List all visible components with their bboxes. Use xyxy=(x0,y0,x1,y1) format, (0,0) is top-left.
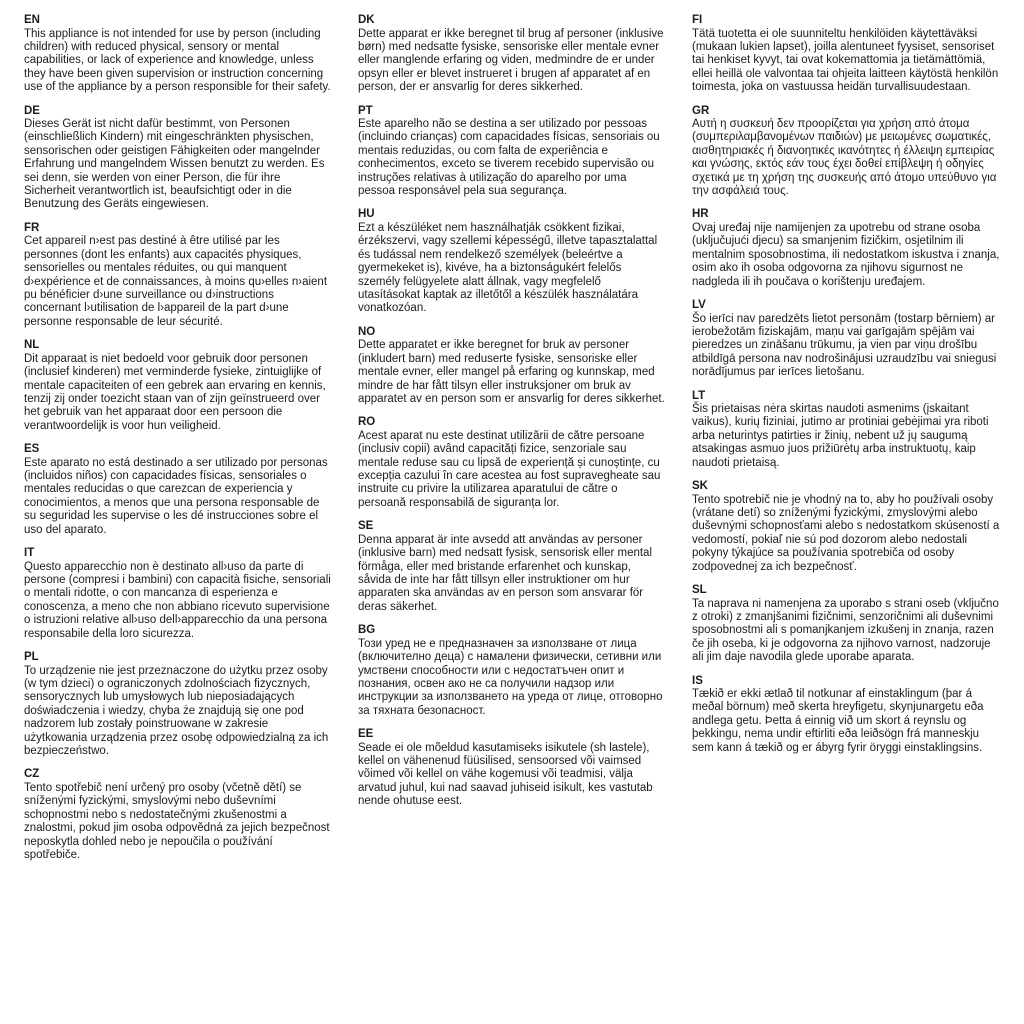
language-section-fr xyxy=(24,222,332,329)
language-text: Tækið er ekki ætlað til notkunar af einstaklingum (þar á meðal börnum) með skerta hreyfigetu, skynjunargetu eða andlega getu. Þetta á einnig við um skort á reynslu og þekkingu, nema undir eftirliti eða leiðsögn frá manneskju sem kann á tækið og er ábyrg fyrir öryggi einstaklingsins. xyxy=(692,688,984,754)
language-text: Este aparelho não se destina a ser utilizado por pessoas (incluindo crianças) com capacidades físicas, sensoriais ou mentais reduzidas, ou com falta de experiência e conhecimentos, exceto se tiverem recebido supervisão ou instruções relativas à utilização do aparelho por uma pessoa responsável pela sua segurança. xyxy=(358,118,660,198)
language-text: Dette apparat er ikke beregnet til brug af personer (inklusive børn) med nedsatte fysiske, sensoriske eller mentale evner eller manglende erfaring og viden, medmindre de er under opsyn eller er blevet instrueret i brugen af apparatet af en person, der er ansvarlig for deres sikkerhed. xyxy=(358,27,664,94)
language-section-ro xyxy=(358,416,666,510)
language-text: To urządzenie nie jest przeznaczone do użytku przez osoby (w tym dzieci) o ograniczonych zdolnościach fizycznych, sensorycznych lub umysłowych lub nieposiadających doświadczenia i wiedzy, chyba że znajdują się one pod nadzorem lub zostały poinstruowane w zakresie użytkowania urządzenia przez osobę odpowiedzialną za ich bezpieczeństwo. xyxy=(24,664,329,757)
language-code: DK xyxy=(358,14,375,26)
language-text: Cet appareil n›est pas destiné à être utilisé par les personnes (dont les enfants) aux capacités physiques, sensorielles ou mentales réduites, ou qui manquent d›expérience et de connaissances, à moins qu›elles n›aient pu bénéficier d›une surveillance ou d›instructions concernant l›utilisation de l›appareil de la part d›une personne responsable de leur sécurité. xyxy=(24,235,328,328)
language-text: Šis prietaisas nėra skirtas naudoti asmenims (įskaitant vaikus), kurių fiziniai, jutimo ar protiniai gebėjimai yra riboti arba neturintys patirties ir žinių, nebent už jų saugumą atsakingas asmuo juos prižiūrėtų arba instruktuotų, kaip naudoti prietaisą. xyxy=(692,403,989,469)
language-code: CZ xyxy=(24,768,40,781)
language-text: Šo ierīci nav paredzēts lietot personām (tostarp bērniem) ar ierobežotām fiziskajām, maņu vai garīgajām spējām vai pieredzes un zināšanu trūkumu, ja vien par viņu drošību atbildīgā persona nav nodrošinājusi uzraudzību vai sniegusi norādījumus par ierīces lietošanu. xyxy=(692,312,997,379)
language-section-hr xyxy=(692,208,1000,289)
language-text: This appliance is not intended for use by person (including children) with reduced physical, sensory or mental capabilities, or lack of experience and knowledge, unless they have been given supervision or instruction concerning use of the appliance by a person responsible for their safety. xyxy=(24,27,331,94)
language-code: EE xyxy=(358,728,374,741)
language-code: BG xyxy=(358,624,376,637)
language-section-gr xyxy=(692,105,1000,199)
language-text: Tätä tuotetta ei ole suunniteltu henkilöiden käytettäväksi (mukaan lukien lapset), joilla alentuneet fyysiset, sensoriset tai henkiset kyvyt, tai ovat kokemattomia ja tietämättömiä, ellei heillä ole valvontaa tai ohjeita laitteen käytöstä henkilön toimesta, joka on vastuussa heidän turvallisuudestaan. xyxy=(692,27,999,94)
language-code: ES xyxy=(24,443,40,456)
language-code: LV xyxy=(692,299,706,311)
language-section-nl xyxy=(24,339,332,433)
language-code: FI xyxy=(692,14,703,26)
language-section-pt xyxy=(358,105,666,199)
language-text: Αυτή η συσκευή δεν προορίζεται για χρήση από άτομα (συμπεριλαμβανομένων παιδιών) με μειωμένες σωματικές, αισθητηριακές ή διανοητικές ικανότητες ή έλλειψη εμπειρίας και γνώσης, εκτός εάν τους έχει δοθεί επίβλεψη ή οδηγίες σχετικά με τη χρήση της συσκευής από άτομο υπεύθυνο για την ασφάλειά τους. xyxy=(692,118,997,198)
language-section-fi xyxy=(692,14,1000,95)
language-text: Този уред не е предназначен за използване от лица (включително деца) с намалени физически, сетивни или умствени способности или с недостатъчен опит и познания, освен ако не са получили надзор или инструкции за използването на уреда от лице, отговорно за тяхната безопасност. xyxy=(358,637,663,717)
language-section-dk xyxy=(358,14,666,95)
language-text: Acest aparat nu este destinat utilizării de către persoane (inclusiv copii) având capacități fizice, senzoriale sau mentale reduse sau cu lipsă de experiență și cunoștințe, cu excepția cazului în care acestea au fost supravegheate sau instruite cu privire la utilizarea aparatului de către o persoană responsabilă de siguranța lor. xyxy=(358,429,661,509)
language-section-bg xyxy=(358,624,666,718)
language-text: Ezt a készüléket nem használhatják csökkent fizikai, érzékszervi, vagy szellemi képességű, illetve tapasztalattal és tudással nem rendelkező személyek (beleértve a gyermekeket is), kivéve, ha a biztonságukért felelős személy felügyelete alatt állnak, vagy megfelelő utasításokat kaptak az illetőtől a készülék használatára vonatkozóan. xyxy=(358,221,658,315)
language-section-pl xyxy=(24,651,332,758)
language-code: NO xyxy=(358,325,376,338)
language-section-en xyxy=(24,14,332,95)
language-section-ee xyxy=(358,728,666,809)
language-section-se xyxy=(358,520,666,614)
language-text: Denna apparat är inte avsedd att användas av personer (inklusive barn) med nedsatt fysisk, sensorisk eller mental förmåga, eller med bristande erfarenhet och kunskap, såvida de inte har fått tillsyn eller instruktioner om hur apparaten ska användas av en person som ansvarar för deras säkerhet. xyxy=(358,533,653,613)
language-text: Dette apparatet er ikke beregnet for bruk av personer (inkludert barn) med reduserte fysiske, sensoriske eller mentale evner, eller mangel på erfaring og kunnskap, med mindre de har fått tilsyn eller instruksjoner om bruk av apparatet av en person som er ansvarlig for deres sikkerhet. xyxy=(358,339,665,405)
language-section-lt xyxy=(692,390,1000,471)
language-code: IS xyxy=(692,674,703,687)
language-code: PL xyxy=(24,651,39,664)
language-code: IT xyxy=(24,547,35,560)
language-code: SE xyxy=(358,520,374,533)
language-code: GR xyxy=(692,104,710,117)
language-section-de xyxy=(24,105,332,212)
language-code: EN xyxy=(24,14,40,26)
language-text: Dit apparaat is niet bedoeld voor gebruik door personen (inclusief kinderen) met verminderde fysieke, zintuiglijke of mentale capaciteiten of een gebrek aan ervaring en kennis, tenzij zij onder toezicht staan van of zijn geïnstrueerd over het gebruik van het apparaat door een persoon die verantwoordelijk is voor hun veiligheid. xyxy=(24,352,326,432)
language-code: HU xyxy=(358,208,375,221)
language-code: DE xyxy=(24,104,40,117)
language-text: Seade ei ole mõeldud kasutamiseks isikutele (sh lastele), kellel on vähenenud füüsilised, sensoorsed või vaimsed võimed või kellel on vähe kogemusi või teadmisi, välja arvatud juhul, kui nad saavad juhiseid isikult, kes vastutab nende ohutuse eest. xyxy=(358,741,653,808)
language-code: PT xyxy=(358,104,373,117)
language-code: FR xyxy=(24,221,40,234)
language-section-it xyxy=(24,547,332,641)
column-2 xyxy=(358,14,666,872)
language-section-no xyxy=(358,326,666,407)
language-code: LT xyxy=(692,389,706,402)
language-code: HR xyxy=(692,208,709,221)
language-code: SK xyxy=(692,480,708,493)
language-text: Ta naprava ni namenjena za uporabo s strani oseb (vključno z otroki) z zmanjšanimi fizičnimi, senzoričnimi ali duševnimi sposobnostmi ali s pomanjkanjem izkušenj in znanja, razen če jih oseba, ki je odgovorna za njihovo varnost, nadzoruje ali jim daje navodila glede uporabe aparata. xyxy=(692,597,999,664)
language-text: Este aparato no está destinado a ser utilizado por personas (incluidos niños) con capacidades físicas, sensoriales o mentales reducidas o que carezcan de experiencia y conocimientos, a menos que una persona responsable de su seguridad les supervise o les dé instrucciones sobre el uso del aparato. xyxy=(24,456,328,536)
language-section-hu xyxy=(358,208,666,315)
column-1 xyxy=(24,14,332,872)
language-code: NL xyxy=(24,339,40,352)
language-section-sl xyxy=(692,584,1000,665)
language-section-is xyxy=(692,675,1000,756)
language-section-es xyxy=(24,443,332,537)
language-code: SL xyxy=(692,584,707,596)
language-section-lv xyxy=(692,299,1000,380)
language-text: Questo apparecchio non è destinato all›uso da parte di persone (compresi i bambini) con capacità fisiche, sensoriali o mentali ridotte, o con mancanza di esperienza e conoscenza, a meno che non abbiano ricevuto supervisione o istruzioni relative all›uso dell›apparecchio da una persona responsabile della loro sicurezza. xyxy=(24,560,331,640)
language-code: RO xyxy=(358,416,376,429)
language-text: Tento spotrebič nie je vhodný na to, aby ho používali osoby (vrátane detí) so zníženými fyzickými, zmyslovými alebo duševnými schopnosťami alebo s nedostatkom skúseností a vedomostí, pokiaľ nie sú pod dozorom alebo nedostali pokyny týkajúce sa používania spotrebiča od osoby zodpovednej za ich bezpečnosť. xyxy=(692,493,1000,573)
language-section-sk xyxy=(692,480,1000,574)
language-text: Tento spotřebič není určený pro osoby (včetně dětí) se sníženými fyzickými, smyslovými nebo duševními schopnostmi nebo s nedostatečnými zkušenostmi a znalostmi, pokud jim osoba odpovědná za jejich bezpečnost neposkytla dohled nebo je nepoučila o používání spotřebiče. xyxy=(24,781,330,861)
language-section-cz xyxy=(24,768,332,862)
language-text: Ovaj uređaj nije namijenjen za upotrebu od strane osoba (uključujući djecu) sa smanjenim fizičkim, osjetilnim ili mentalnim sposobnostima, ili nedostatkom iskustva i znanja, osim ako ih osoba odgovorna za njihovu sigurnost ne nadgleda ili ih poučava o korištenju uređajem. xyxy=(692,221,1000,288)
language-text: Dieses Gerät ist nicht dafür bestimmt, von Personen (einschließlich Kindern) mit eingeschränkten physischen, sensorischen oder geistigen Fähigkeiten oder mangelnder Erfahrung und mangelndem Wissen benutzt zu werden. Es sei denn, sie werden von einer Person, die für ihre Sicherheit verantwortlich ist, beaufsichtigt oder in die Benutzung des Geräts eingewiesen. xyxy=(24,118,325,211)
column-3 xyxy=(692,14,1000,872)
